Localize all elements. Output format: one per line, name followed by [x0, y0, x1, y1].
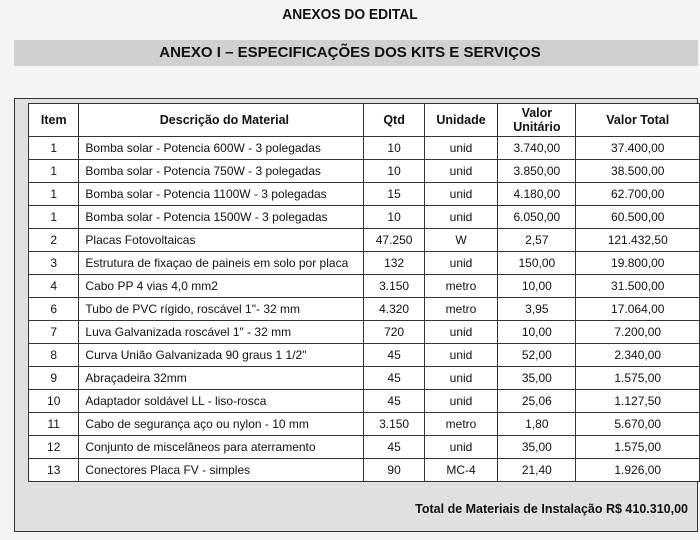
cell-total-value: 121.432,50 [576, 229, 700, 252]
table-row [29, 229, 700, 252]
cell-unit: metro [424, 298, 497, 321]
cell-item: 1 [29, 137, 79, 160]
cell-description: Conjunto de miscelâneos para aterramento [79, 436, 364, 459]
cell-description: Bomba solar - Potencia 600W - 3 polegadas [79, 137, 364, 160]
cell-unit-value: 10,00 [498, 275, 576, 298]
table-row [29, 367, 700, 390]
cell-item: 7 [29, 321, 79, 344]
cell-unit-value: 1,80 [498, 413, 576, 436]
cell-unit: unid [424, 252, 497, 275]
cell-description: Placas Fotovoltaicas [79, 229, 364, 252]
cell-total-value: 1.575,00 [576, 367, 700, 390]
table-row [29, 413, 700, 436]
cell-unit-value: 6.050,00 [498, 206, 576, 229]
cell-total-value: 1.127,50 [576, 390, 700, 413]
header-description: Descrição do Material [79, 104, 364, 137]
cell-total-value: 7.200,00 [576, 321, 700, 344]
cell-item: 8 [29, 344, 79, 367]
table-row [29, 160, 700, 183]
cell-quantity: 15 [364, 183, 424, 206]
cell-description: Bomba solar - Potencia 750W - 3 polegadas [79, 160, 364, 183]
cell-unit: unid [424, 321, 497, 344]
cell-unit-value: 2,57 [498, 229, 576, 252]
cell-total-value: 38.500,00 [576, 160, 700, 183]
cell-unit-value: 35,00 [498, 367, 576, 390]
table-row [29, 298, 700, 321]
cell-total-value: 19.800,00 [576, 252, 700, 275]
cell-item: 10 [29, 390, 79, 413]
cell-unit: metro [424, 275, 497, 298]
cell-description: Abraçadeira 32mm [79, 367, 364, 390]
cell-item: 4 [29, 275, 79, 298]
cell-item: 2 [29, 229, 79, 252]
cell-quantity: 720 [364, 321, 424, 344]
table-row [29, 206, 700, 229]
cell-total-value: 31.500,00 [576, 275, 700, 298]
cell-unit-value: 52,00 [498, 344, 576, 367]
table-header-row [29, 104, 700, 137]
cell-quantity: 45 [364, 344, 424, 367]
total-materials: Total de Materiais de Instalação R$ 410.310,00 [415, 502, 688, 516]
cell-item: 9 [29, 367, 79, 390]
cell-unit: unid [424, 183, 497, 206]
cell-description: Adaptador soldável LL - liso-rosca [79, 390, 364, 413]
cell-description: Cabo de segurança aço ou nylon - 10 mm [79, 413, 364, 436]
cell-unit-value: 4.180,00 [498, 183, 576, 206]
cell-description: Tubo de PVC rígido, roscável 1"- 32 mm [79, 298, 364, 321]
document-title: ANEXOS DO EDITAL [282, 6, 418, 23]
cell-quantity: 90 [364, 459, 424, 482]
cell-unit: MC-4 [424, 459, 497, 482]
cell-quantity: 45 [364, 436, 424, 459]
table-row [29, 321, 700, 344]
cell-description: Cabo PP 4 vias 4,0 mm2 [79, 275, 364, 298]
table-row [29, 436, 700, 459]
cell-total-value: 37.400,00 [576, 137, 700, 160]
cell-quantity: 47.250 [364, 229, 424, 252]
table-row [29, 252, 700, 275]
cell-unit-value: 3.850,00 [498, 160, 576, 183]
cell-unit: unid [424, 160, 497, 183]
cell-unit-value: 25,06 [498, 390, 576, 413]
cell-item: 6 [29, 298, 79, 321]
cell-unit: unid [424, 367, 497, 390]
cell-description: Curva União Galvanizada 90 graus 1 1/2" [79, 344, 364, 367]
cell-quantity: 10 [364, 160, 424, 183]
cell-total-value: 17.064,00 [576, 298, 700, 321]
cell-quantity: 45 [364, 367, 424, 390]
cell-total-value: 62.700,00 [576, 183, 700, 206]
cell-unit-value: 21,40 [498, 459, 576, 482]
table-row [29, 344, 700, 367]
cell-unit-value: 150,00 [498, 252, 576, 275]
cell-unit-value: 35,00 [498, 436, 576, 459]
cell-total-value: 60.500,00 [576, 206, 700, 229]
table-row [29, 390, 700, 413]
cell-item: 11 [29, 413, 79, 436]
cell-item: 12 [29, 436, 79, 459]
header-total-value: Valor Total [576, 104, 700, 137]
section-title: ANEXO I – ESPECIFICAÇÕES DOS KITS E SERVIÇOS [159, 44, 541, 61]
cell-total-value: 1.575,00 [576, 436, 700, 459]
header-quantity: Qtd [364, 104, 424, 137]
cell-description: Bomba solar - Potencia 1500W - 3 polegadas [79, 206, 364, 229]
cell-unit-value: 3.740,00 [498, 137, 576, 160]
cell-total-value: 2.340,00 [576, 344, 700, 367]
cell-quantity: 10 [364, 206, 424, 229]
cell-quantity: 4.320 [364, 298, 424, 321]
table-row [29, 275, 700, 298]
cell-quantity: 10 [364, 137, 424, 160]
cell-quantity: 45 [364, 390, 424, 413]
cell-quantity: 3.150 [364, 275, 424, 298]
cell-unit: unid [424, 390, 497, 413]
table-row [29, 137, 700, 160]
cell-unit: W [424, 229, 497, 252]
table-row [29, 459, 700, 482]
cell-item: 1 [29, 206, 79, 229]
cell-unit: unid [424, 206, 497, 229]
cell-unit: unid [424, 436, 497, 459]
cell-description: Bomba solar - Potencia 1100W - 3 polegadas [79, 183, 364, 206]
cell-quantity: 3.150 [364, 413, 424, 436]
cell-item: 1 [29, 160, 79, 183]
cell-unit: unid [424, 344, 497, 367]
cell-item: 1 [29, 183, 79, 206]
cell-unit: unid [424, 137, 497, 160]
header-unit: Unidade [424, 104, 497, 137]
header-item: Item [29, 104, 79, 137]
cell-total-value: 5.670,00 [576, 413, 700, 436]
cell-description: Conectores Placa FV - simples [79, 459, 364, 482]
cell-item: 3 [29, 252, 79, 275]
header-unit-value: Valor Unitário [498, 104, 576, 137]
cell-total-value: 1.926,00 [576, 459, 700, 482]
cell-item: 13 [29, 459, 79, 482]
cell-quantity: 132 [364, 252, 424, 275]
cell-description: Estrutura de fixaçao de paineis em solo por placa [79, 252, 364, 275]
cell-unit-value: 10,00 [498, 321, 576, 344]
cell-unit-value: 3,95 [498, 298, 576, 321]
cell-description: Luva Galvanizada roscável 1" - 32 mm [79, 321, 364, 344]
table-row [29, 183, 700, 206]
specifications-table [28, 103, 700, 482]
cell-unit: metro [424, 413, 497, 436]
